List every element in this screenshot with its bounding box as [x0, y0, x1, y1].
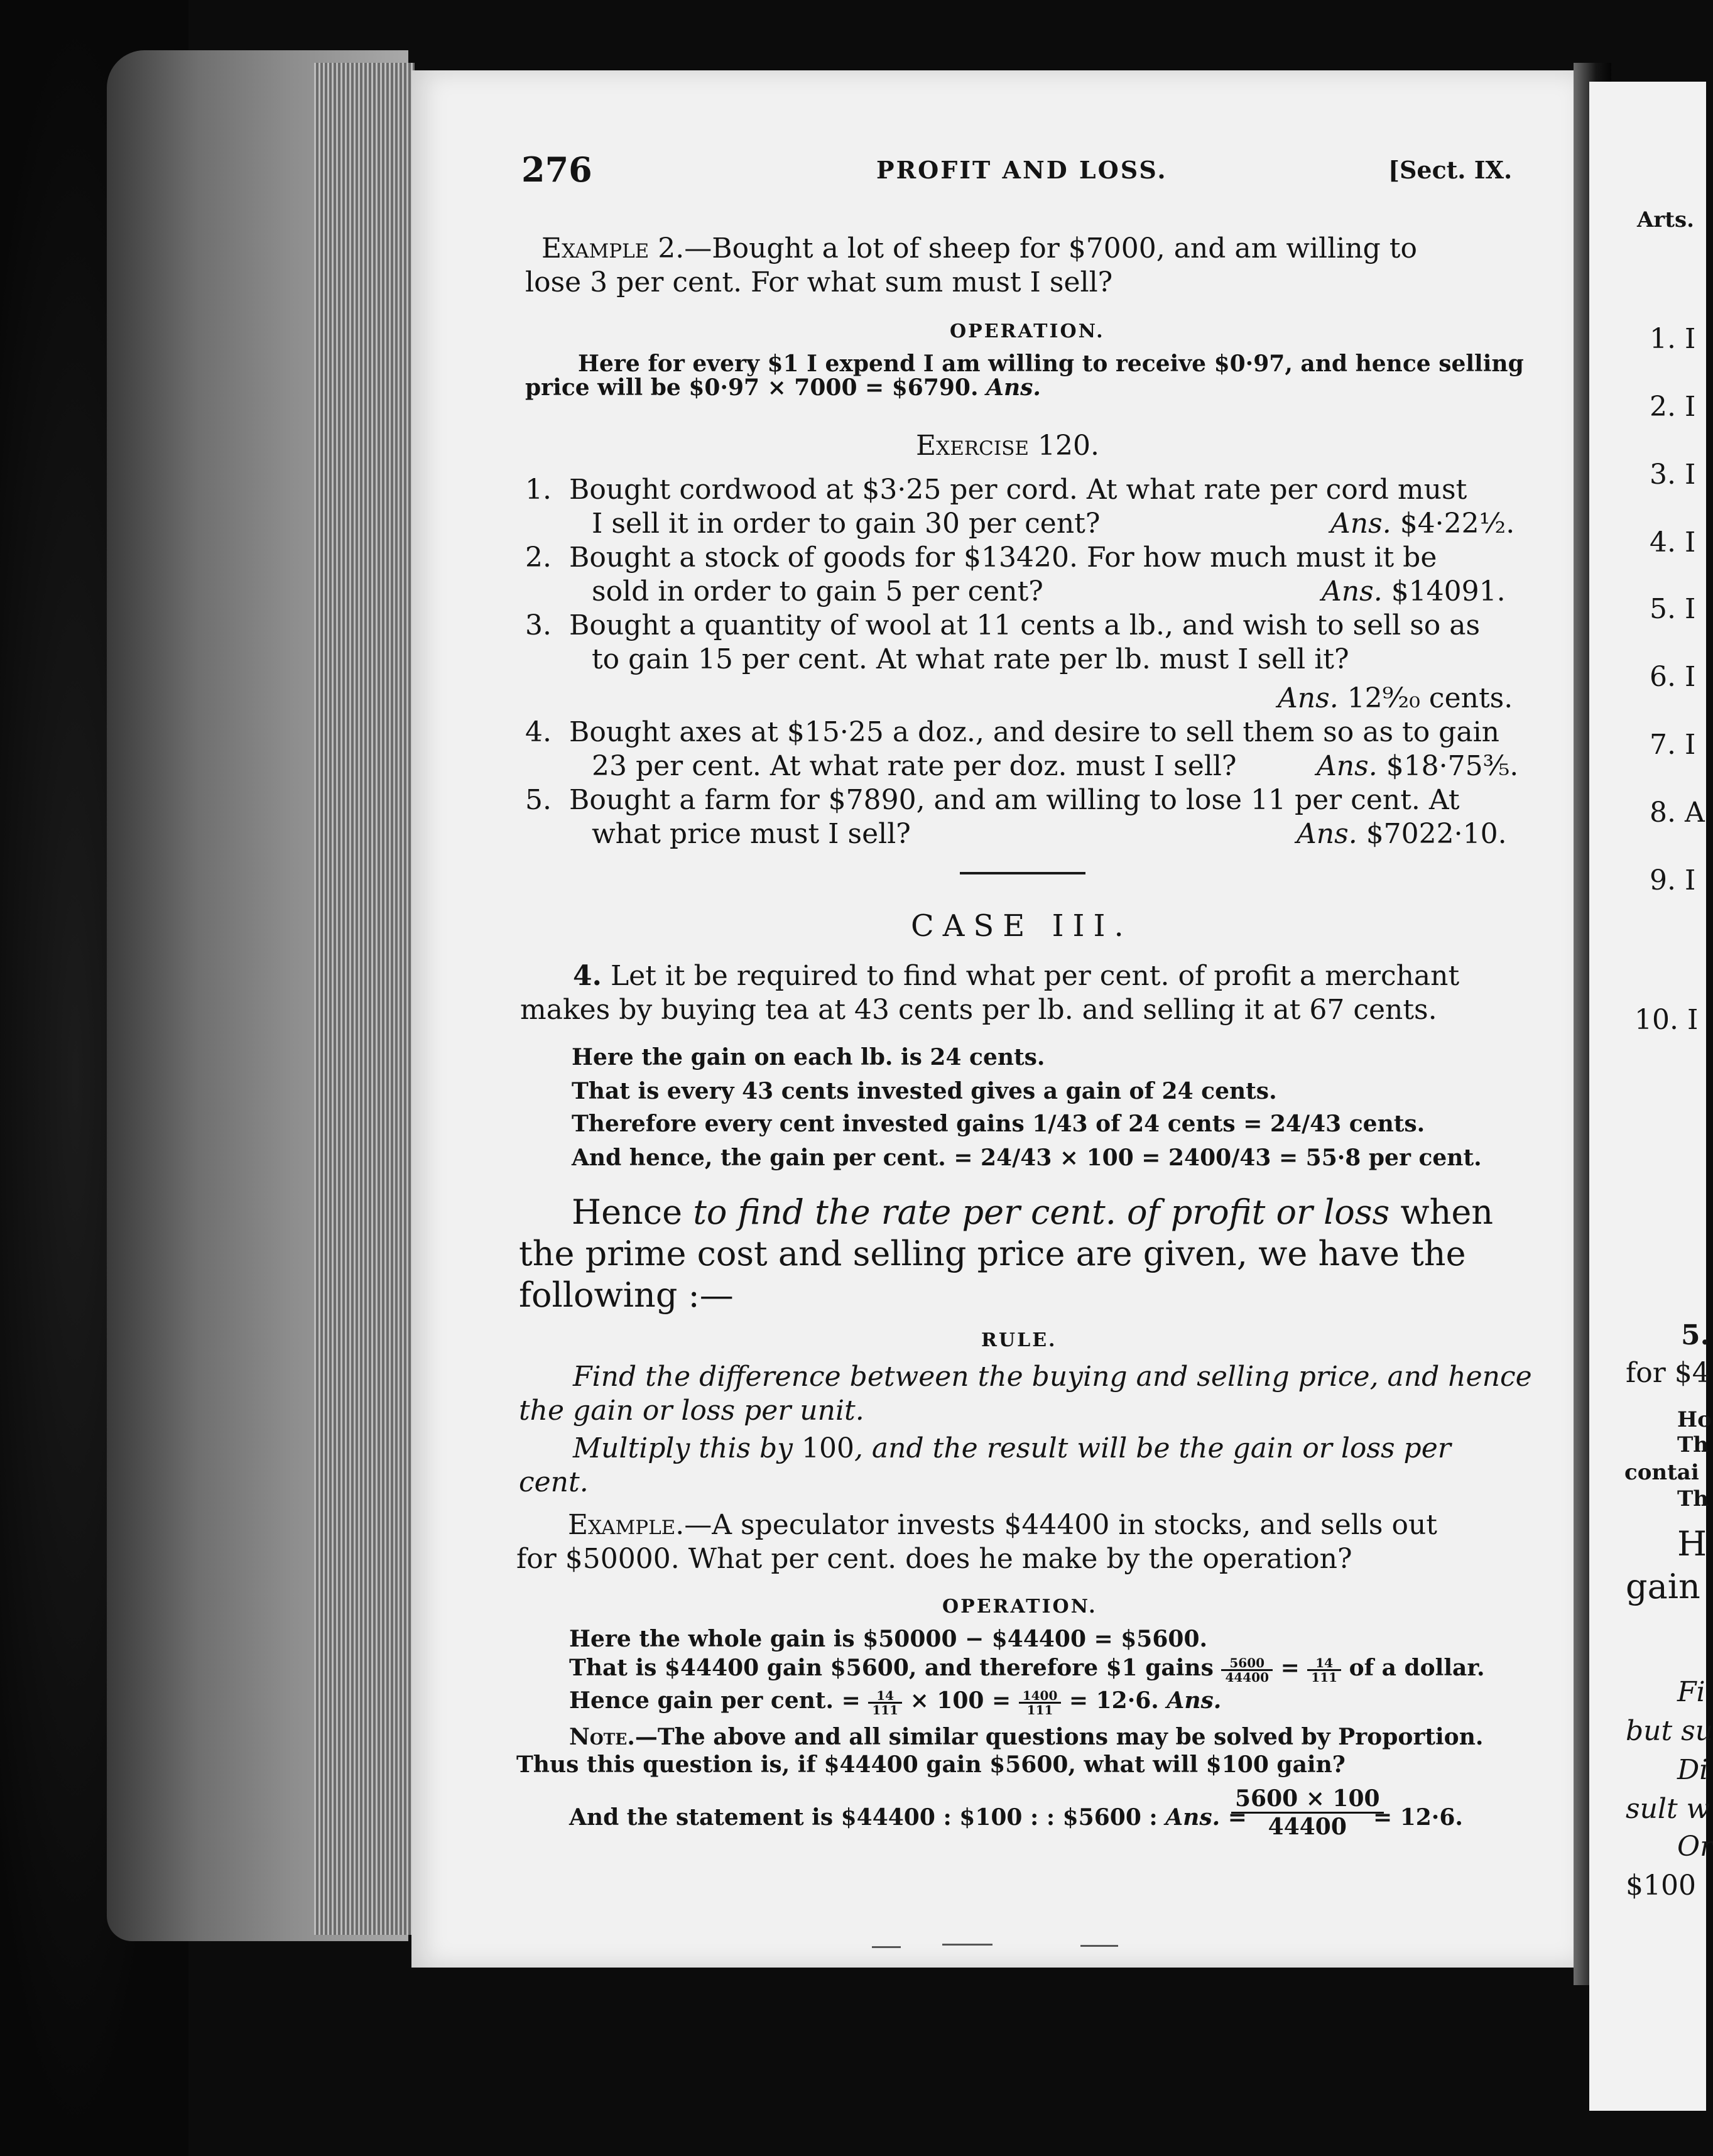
case3-work-line4: And hence, the gain per cent. = 24/43 × 100 = 2400/43 = 55·8 per cent. — [572, 1145, 1482, 1171]
exercise-item-4-line2: 23 per cent. At what rate per doz. must I sell? — [592, 750, 1237, 782]
operation-heading-2: OPERATION. — [942, 1596, 1097, 1618]
exercise-item-5-num: 5. — [525, 784, 552, 816]
example-op-line3: Hence gain per cent. = $\frac{14}{111}$ × 100 = $\frac{1400}{111}$ = 12·6. Ans. — [569, 1687, 1222, 1718]
example2-op-line2: price will be $0·97 × 7000 = $6790. Ans. — [525, 374, 1041, 401]
example-note-line2: Thus this question is, if $44400 gain $5600, what will $100 gain? — [516, 1751, 1346, 1778]
exercise-item-3-line2: to gain 15 per cent. At what rate per lb. must I sell it? — [592, 643, 1349, 675]
smudge-2 — [942, 1944, 992, 1946]
exercise-item-3-line1: Bought a quantity of wool at 11 cents a lb., and wish to sell so as — [569, 609, 1481, 641]
exercise-item-1-answer: Ans. $4·22½. — [1330, 508, 1515, 540]
book-page-right — [1589, 82, 1713, 2111]
right-page-num-6: 6. I — [1650, 661, 1696, 693]
exercise-heading: Exercise 120. — [916, 430, 1099, 462]
proportion-result: = 12·6. — [1373, 1804, 1463, 1831]
exercise-item-3-num: 3. — [525, 609, 552, 641]
rule-line1: Find the difference between the buying and selling price, and hence — [573, 1361, 1532, 1393]
example2-op-line1: Here for every $1 I expend I am willing to receive $0·97, and hence selling — [578, 351, 1524, 377]
right-page-frag-sult: sult w — [1626, 1793, 1710, 1825]
fraction-14-111-a: $\frac{14}{111}$ — [1307, 1657, 1341, 1684]
page-number: 276 — [521, 150, 592, 190]
example2-label: Example 2. — [541, 232, 685, 264]
case3-intro-line1: 4. Let it be required to find what per cent. of profit a merchant — [573, 960, 1460, 992]
fraction-5600-44400: $\frac{5600}{44400}$ — [1221, 1657, 1273, 1684]
rule-line2: the gain or loss per unit. — [519, 1395, 864, 1427]
exercise-item-3-answer: Ans. 12⁹⁄₂₀ cents. — [1278, 682, 1513, 714]
exercise-item-1-num: 1. — [525, 474, 552, 506]
right-page-frag-gain: gain — [1626, 1567, 1700, 1606]
right-page-num-1: 1. I — [1650, 323, 1696, 355]
right-page-num-2: 2. I — [1650, 391, 1696, 423]
running-title: PROFIT AND LOSS. — [876, 156, 1168, 184]
exercise-item-2-line1: Bought a stock of goods for $13420. For how much must it be — [569, 542, 1437, 574]
exercise-item-5-line2: what price must I sell? — [592, 818, 911, 850]
rule-line3: Multiply this by 100, and the result will be the gain or loss per — [573, 1432, 1451, 1464]
hence-line1: Hence to find the rate per cent. of profit or loss when — [572, 1192, 1494, 1232]
smudge-3 — [1080, 1945, 1118, 1947]
right-page-num-5: 5. I — [1650, 593, 1696, 625]
exercise-item-1-line2: I sell it in order to gain 30 per cent? — [592, 508, 1101, 540]
right-page-num-7: 7. I — [1650, 729, 1696, 761]
right-page-num-4: 4. I — [1650, 526, 1696, 558]
right-page-frag-th2: Th — [1677, 1486, 1709, 1511]
section-divider — [960, 872, 1085, 874]
right-page-frag-contai: contai — [1624, 1460, 1699, 1485]
right-page-frag-th: Th — [1677, 1432, 1709, 1457]
exercise-item-4-num: 4. — [525, 716, 552, 748]
example2-line2: lose 3 per cent. For what sum must I sell? — [525, 266, 1113, 298]
example-op-line2: That is $44400 gain $5600, and therefore $1 gains $\frac{5600}{44400}$ = $\frac{14}{111}$ of a dollar. — [569, 1655, 1485, 1685]
exercise-item-2-line2: sold in order to gain 5 per cent? — [592, 575, 1043, 607]
right-page-num-8: 8. A — [1650, 797, 1705, 829]
right-page-frag-di: Di — [1677, 1754, 1709, 1786]
right-page-frag-for: for $4 — [1626, 1357, 1710, 1389]
case3-work-line2: That is every 43 cents invested gives a gain of 24 cents. — [572, 1078, 1277, 1104]
exercise-item-1-line1: Bought cordwood at $3·25 per cord. At what rate per cord must — [569, 474, 1467, 506]
case3-work-line3: Therefore every cent invested gains 1/43 of 24 cents = 24/43 cents. — [572, 1111, 1425, 1137]
hence-line2: the prime cost and selling price are given, we have the — [519, 1234, 1466, 1273]
proportion-statement: And the statement is $44400 : $100 : : $5600 : Ans. = — [569, 1804, 1247, 1831]
fraction-14-111-b: $\frac{14}{111}$ — [868, 1689, 902, 1716]
book-page-edge-lines — [314, 63, 415, 1935]
right-page-frag-or: Or — [1677, 1831, 1713, 1863]
right-page-num-9: 9. I — [1650, 864, 1696, 896]
example-line1: Example.—A speculator invests $44400 in stocks, and sells out — [568, 1509, 1437, 1541]
example-op-line1: Here the whole gain is $50000 − $44400 = $5600. — [569, 1626, 1208, 1652]
right-page-header: Arts. — [1637, 207, 1694, 232]
exercise-item-5-answer: Ans. $7022·10. — [1297, 818, 1507, 850]
right-page-frag-5: 5. — [1681, 1319, 1710, 1351]
example-line2: for $50000. What per cent. does he make by the operation? — [516, 1543, 1352, 1575]
rule-heading: RULE. — [981, 1329, 1057, 1351]
right-page-frag-butsu: but su — [1626, 1715, 1713, 1747]
exercise-item-2-answer: Ans. $14091. — [1322, 575, 1506, 607]
right-page-frag-fi: Fi — [1677, 1676, 1705, 1708]
exercise-item-5-line1: Bought a farm for $7890, and am willing to lose 11 per cent. At — [569, 784, 1460, 816]
right-page-frag-100: $100 — [1626, 1870, 1696, 1902]
smudge-1 — [872, 1946, 901, 1948]
right-page-frag-ho: Ho — [1677, 1407, 1712, 1432]
right-page-frag-h: H — [1677, 1524, 1707, 1564]
case3-work-line1: Here the gain on each lb. is 24 cents. — [572, 1044, 1045, 1070]
operation-heading-1: OPERATION. — [950, 320, 1105, 342]
example2-line1: Example 2.—Bought a lot of sheep for $7000, and am willing to — [541, 232, 1417, 264]
hence-line3: following :— — [519, 1275, 734, 1315]
proportion-fraction: 5600 × 100 44400 — [1231, 1785, 1384, 1840]
fraction-1400-111: $\frac{1400}{111}$ — [1019, 1689, 1062, 1716]
section-label: [Sect. IX. — [1388, 156, 1513, 184]
exercise-item-2-num: 2. — [525, 542, 552, 574]
right-page-num-3: 3. I — [1650, 459, 1696, 491]
exercise-item-4-answer: Ans. $18·75⅗. — [1317, 750, 1519, 782]
case-heading: CASE III. — [911, 908, 1133, 944]
right-page-num-10: 10. I — [1634, 1004, 1699, 1036]
example-note-line1: Note.—The above and all similar questions may be solved by Proportion. — [569, 1724, 1484, 1750]
rule-line4: cent. — [519, 1466, 589, 1498]
exercise-item-4-line1: Bought axes at $15·25 a doz., and desire to sell them so as to gain — [569, 716, 1499, 748]
case3-intro-line2: makes by buying tea at 43 cents per lb. and selling it at 67 cents. — [520, 994, 1437, 1026]
